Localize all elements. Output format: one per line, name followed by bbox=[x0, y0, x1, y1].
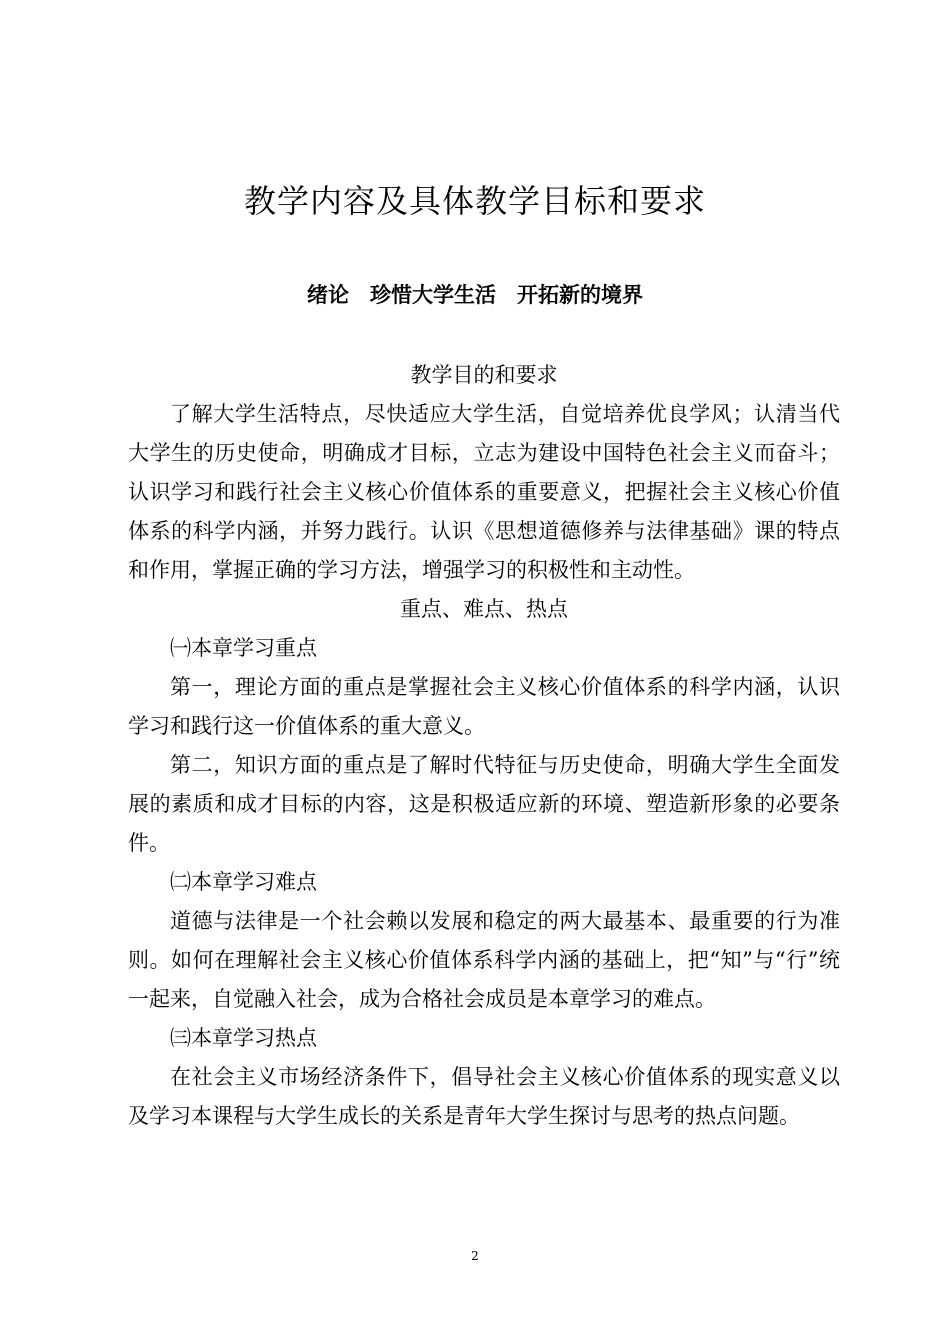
document-title: 教学内容及具体教学目标和要求 bbox=[243, 182, 706, 220]
hotspot-paragraph: 在社会主义市场经济条件下，倡导社会主义核心价值体系的现实意义以及学习本课程与大学生成长的关系是青年大学生探讨与思考的热点问题。 bbox=[128, 1065, 840, 1128]
key-point-1-paragraph: 第一，理论方面的重点是掌握社会主义核心价值体系的科学内涵，认识学习和践行这一价值体系的重大意义。 bbox=[128, 675, 840, 738]
difficulty-paragraph: 道德与法律是一个社会赖以发展和稳定的两大最基本、最重要的行为准则。如何在理解社会主义核心价值体系科学内涵的基础上，把“知”与“行”统一起来，自觉融入社会，成为合格社会成员是本章学习的难点。 bbox=[128, 909, 840, 1011]
document-body bbox=[128, 356, 840, 1136]
difficulty-label: ㈡本章学习难点 bbox=[170, 870, 317, 894]
key-points-label: ㈠本章学习重点 bbox=[170, 636, 317, 660]
objectives-heading: 教学目的和要求 bbox=[410, 363, 558, 387]
objectives-paragraph: 了解大学生活特点，尽快适应大学生活，自觉培养优良学风；认清当代大学生的历史使命，明确成才目标，立志为建设中国特色社会主义而奋斗；认识学习和践行社会主义核心价值体系的重要意义，把握社会主义核心价值体系的科学内涵，并努力践行。认识《思想道德修养与法律基础》课的特点和作用，掌握正确的学习方法，增强学习的积极性和主动性。 bbox=[128, 402, 840, 582]
key-point-2-paragraph: 第二，知识方面的重点是了解时代特征与历史使命，明确大学生全面发展的素质和成才目标的内容，这是积极适应新的环境、塑造新形象的必要条件。 bbox=[128, 753, 840, 855]
page-number: 2 bbox=[471, 1249, 479, 1263]
key-points-heading: 重点、难点、热点 bbox=[400, 597, 568, 621]
hotspot-label: ㈢本章学习热点 bbox=[170, 1026, 317, 1050]
chapter-subtitle: 绪论 珍惜大学生活 开拓新的境界 bbox=[307, 282, 643, 307]
